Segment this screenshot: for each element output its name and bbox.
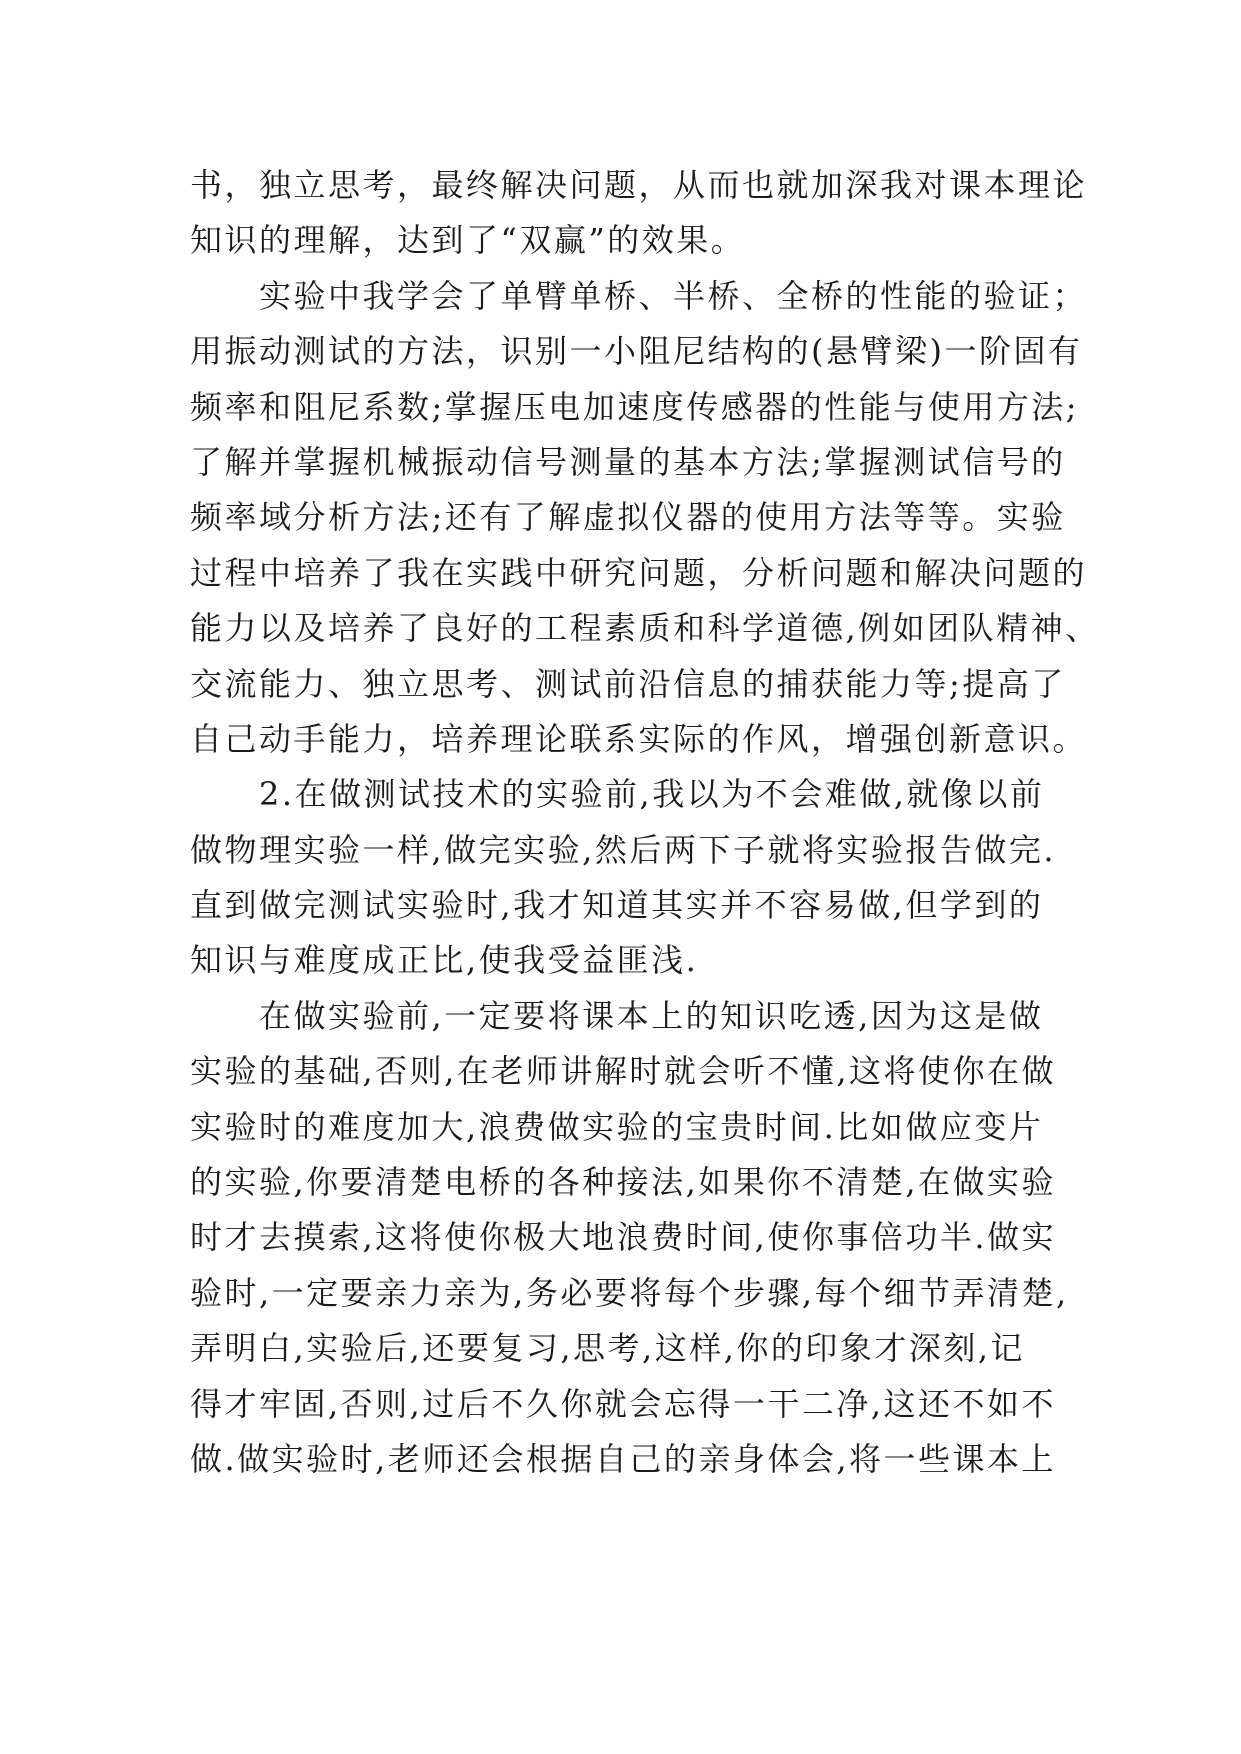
text-line: 知识与难度成正比,使我受益匪浅. <box>190 941 699 980</box>
text-line: 验时,一定要亲力亲为,务必要将每个步骤,每个细节弄清楚, <box>190 1273 1069 1312</box>
text-line: 知识的理解，达到了“双赢”的效果。 <box>190 221 746 260</box>
text-line: 用振动测试的方法，识别一小阻尼结构的(悬臂梁)一阶固有 <box>190 332 1083 371</box>
text-line: 做.做实验时,老师还会根据自己的亲身体会,将一些课本上 <box>190 1439 1057 1478</box>
text-line: 2.在做测试技术的实验前,我以为不会难做,就像以前 <box>190 775 1045 814</box>
text-line: 弄明白,实验后,还要复习,思考,这样,你的印象才深刻,记 <box>190 1329 1026 1368</box>
text-line: 频率域分析方法;还有了解虚拟仪器的使用方法等等。实验 <box>190 498 1066 537</box>
text-line: 做物理实验一样,做完实验,然后两下子就将实验报告做完. <box>190 830 1057 869</box>
text-line: 交流能力、独立思考、测试前沿信息的捕获能力等;提高了 <box>190 664 1066 703</box>
text-line: 频率和阻尼系数;掌握压电加速度传感器的性能与使用方法; <box>190 387 1080 426</box>
text-line: 过程中培养了我在实践中研究问题，分析问题和解决问题的 <box>190 553 1088 592</box>
text-line: 时才去摸索,这将使你极大地浪费时间,使你事倍功半.做实 <box>190 1218 1057 1257</box>
text-line: 在做实验前,一定要将课本上的知识吃透,因为这是做 <box>190 996 1044 1035</box>
text-line: 得才牢固,否则,过后不久你就会忘得一干二净,这还不如不 <box>190 1384 1057 1423</box>
text-line: 实验时的难度加大,浪费做实验的宝贵时间.比如做应变片 <box>190 1107 1044 1146</box>
text-line: 直到做完测试实验时,我才知道其实并不容易做,但学到的 <box>190 886 1044 925</box>
text-line: 实验的基础,否则,在老师讲解时就会听不懂,这将使你在做 <box>190 1052 1057 1091</box>
text-line: 实验中我学会了单臂单桥、半桥、全桥的性能的验证； <box>190 276 1088 315</box>
text-line: 了解并掌握机械振动信号测量的基本方法;掌握测试信号的 <box>190 442 1066 481</box>
text-line: 书，独立思考，最终解决问题，从而也就加深我对课本理论 <box>190 166 1088 204</box>
text-line: 自己动手能力，培养理论联系实际的作风，增强创新意识。 <box>190 719 1088 758</box>
text-line: 能力以及培养了良好的工程素质和科学道德,例如团队精神、 <box>190 609 1100 648</box>
text-line: 的实验,你要清楚电桥的各种接法,如果你不清楚,在做实验 <box>190 1163 1057 1202</box>
body-text <box>190 158 1100 1487</box>
